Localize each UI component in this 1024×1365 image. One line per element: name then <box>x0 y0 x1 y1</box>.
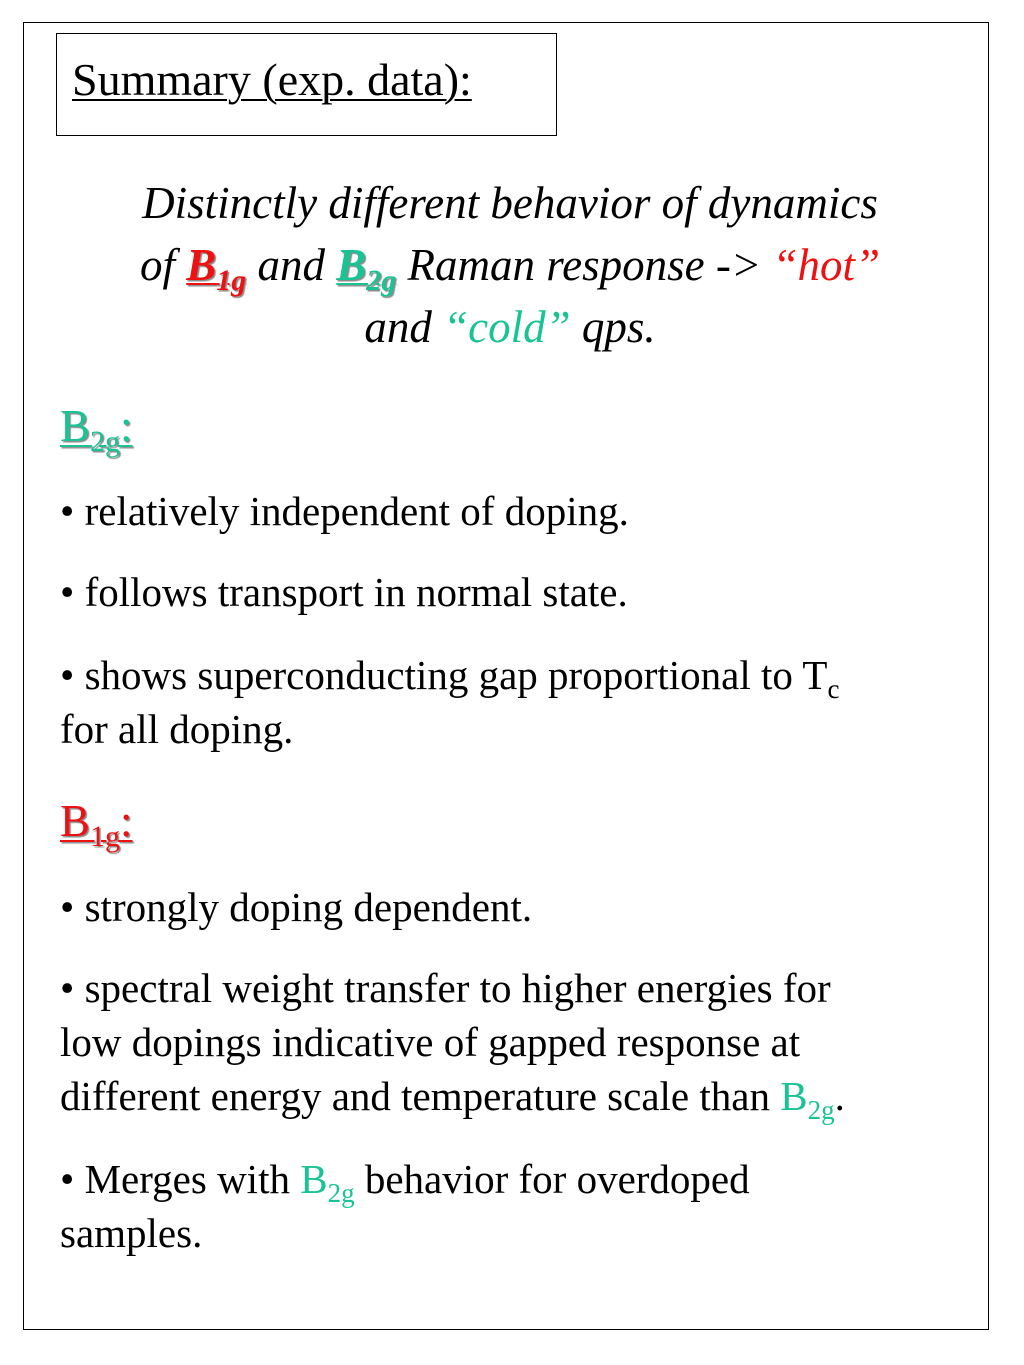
intro-qps: qps. <box>570 302 656 352</box>
b1g-bullet-2-line-1: • spectral weight transfer to higher energies for <box>60 965 831 1011</box>
intro-b1g-sub: 1g <box>216 264 247 297</box>
b2g-bullet-3-line-2: for all doping. <box>60 706 294 752</box>
intro-b2g-symbol <box>336 240 397 297</box>
b1g-bullet-3-text-1: • Merges with <box>60 1156 301 1202</box>
b1g-bullet-1: • strongly doping dependent. <box>60 884 533 930</box>
intro-line-3 <box>60 296 960 358</box>
intro-and: and <box>246 240 337 290</box>
intro-and-2: and <box>364 302 444 352</box>
b1g-bullet-3-line-2: samples. <box>60 1210 203 1256</box>
intro-line-1: Distinctly different behavior of dynamics <box>142 178 878 228</box>
b1g-bullet-2 <box>60 961 965 1123</box>
intro-line-2 <box>60 234 960 296</box>
b2g-bullet-1: • relatively independent of doping. <box>60 488 629 534</box>
b1g-bullet-2-end: . <box>834 1073 845 1119</box>
b2g-bullet-3-line-1 <box>60 648 965 702</box>
intro-raman: Raman response -> <box>396 240 773 290</box>
intro-of: of <box>139 240 187 290</box>
b1g-bullet-3-line-1 <box>60 1152 965 1206</box>
intro-b2g-sub: 2g <box>366 264 397 297</box>
b1g-bullet-3 <box>60 1152 965 1260</box>
b2g-heading-sub: 2g <box>90 425 121 458</box>
b2g-bullet-3-text: • shows superconducting gap proportional to T <box>60 652 828 698</box>
b2g-bullet-3 <box>60 648 965 756</box>
b1g-heading <box>60 793 133 853</box>
b1g-heading-sub: 1g <box>90 820 121 853</box>
b1g-bullet-3-b2g <box>300 1156 355 1208</box>
b1g-bullet-2-b2g-base: B <box>780 1073 808 1119</box>
b2g-bullet-2: • follows transport in normal state. <box>60 569 628 615</box>
intro-hot: “hot” <box>772 240 880 290</box>
intro-b2g-base: B <box>336 240 367 290</box>
b1g-bullet-3-text-2: behavior for overdoped <box>354 1156 750 1202</box>
slide-title: Summary (exp. data): <box>72 54 472 105</box>
b1g-bullet-2-b2g <box>780 1073 835 1125</box>
b1g-heading-base: B <box>60 796 91 846</box>
intro-b1g-base: B <box>186 240 217 290</box>
b2g-bullet-3-sub: c <box>827 674 840 704</box>
b1g-bullet-2-line-3 <box>60 1069 965 1123</box>
b1g-heading-colon: : <box>120 796 133 846</box>
intro-statement <box>60 172 960 358</box>
intro-cold: “cold” <box>443 302 571 352</box>
b1g-bullet-2-text: different energy and temperature scale than <box>60 1073 781 1119</box>
b2g-heading <box>60 398 133 458</box>
b2g-heading-colon: : <box>120 401 133 451</box>
b1g-bullet-2-line-2: low dopings indicative of gapped response at <box>60 1019 801 1065</box>
b1g-bullet-2-b2g-sub: 2g <box>807 1095 835 1125</box>
intro-b1g-symbol <box>186 240 247 297</box>
b1g-bullet-3-b2g-sub: 2g <box>327 1178 355 1208</box>
b1g-bullet-3-b2g-base: B <box>300 1156 328 1202</box>
b2g-heading-base: B <box>60 401 91 451</box>
